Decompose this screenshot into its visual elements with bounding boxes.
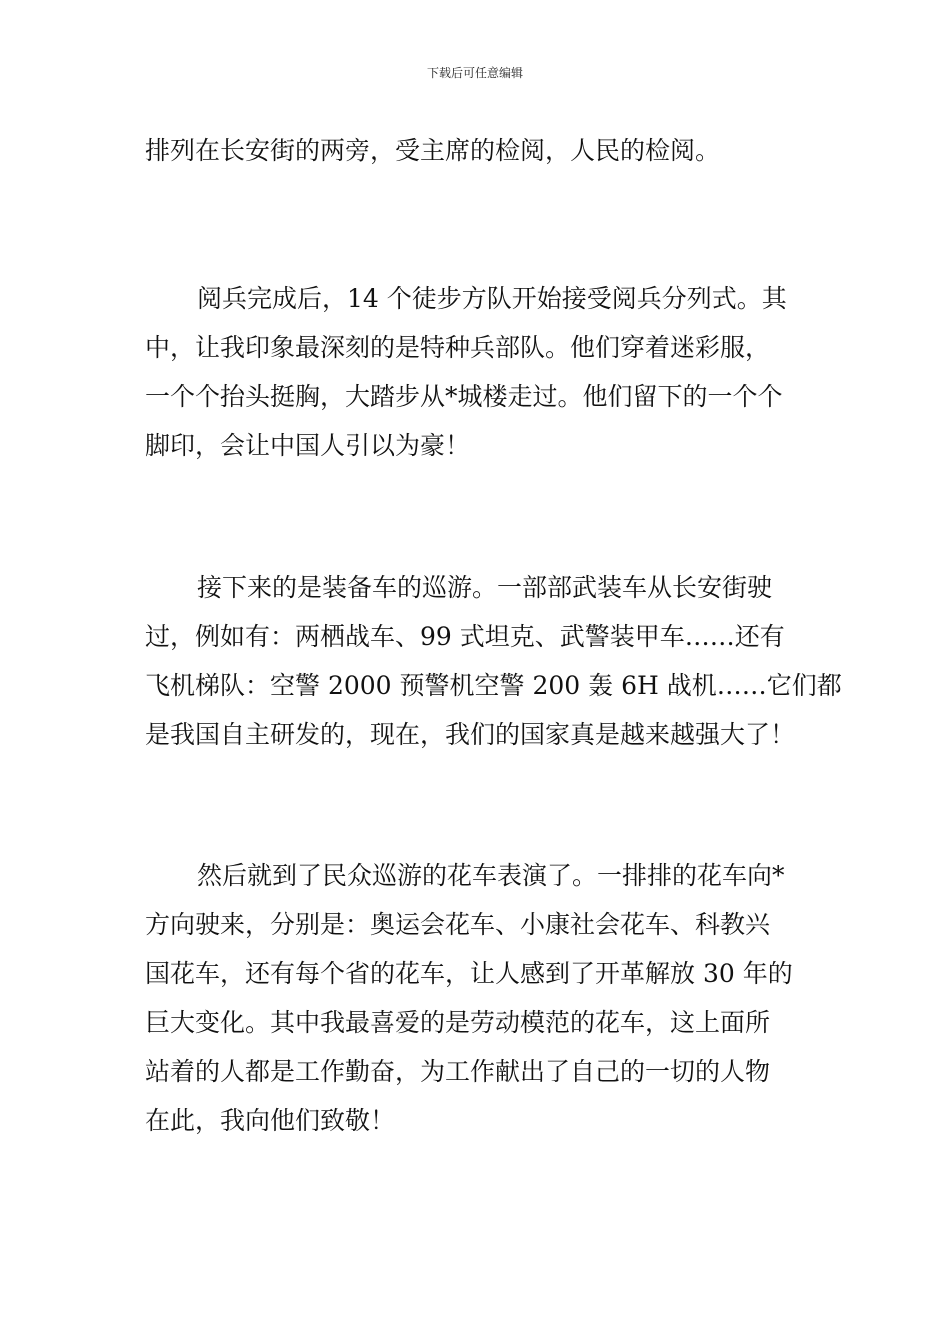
paragraph-line: 脚印，会让中国人引以为豪！ (145, 431, 471, 460)
paragraph-4 (145, 851, 805, 1145)
paragraph-1 (145, 126, 805, 175)
paragraph-line: 是我国自主研发的，现在，我们的国家真是越来越强大了！ (145, 720, 796, 749)
paragraph-line: 接下来的是装备车的巡游。一部部武装车从长安街驶 (197, 573, 773, 602)
paragraph-line: 排列在长安街的两旁，受主席的检阅，人民的检阅。 (145, 136, 721, 165)
paragraph-line: 过，例如有：两栖战车、99 式坦克、武警装甲车……还有 (145, 622, 785, 651)
paragraph-line: 巨大变化。其中我最喜爱的是劳动模范的花车，这上面所 (145, 1008, 771, 1037)
paragraph-2 (145, 274, 805, 470)
paragraph-line: 然后就到了民众巡游的花车表演了。一排排的花车向* (197, 861, 785, 890)
paragraph-line: 国花车，还有每个省的花车，让人感到了开革解放 30 年的 (145, 959, 793, 988)
paragraph-3 (145, 563, 842, 759)
header-text: 下载后可任意编辑 (426, 66, 523, 80)
paragraph-line: 在此，我向他们致敬！ (145, 1106, 396, 1135)
paragraph-line: 站着的人都是工作勤奋，为工作献出了自己的一切的人物 (145, 1057, 771, 1086)
document-body (145, 126, 842, 1145)
paragraph-line: 中，让我印象最深刻的是特种兵部队。他们穿着迷彩服， (145, 333, 771, 362)
paragraph-line: 飞机梯队：空警 2000 预警机空警 200 轰 6H 战机……它们都 (145, 671, 842, 700)
paragraph-line: 阅兵完成后，14 个徒步方队开始接受阅兵分列式。其 (197, 284, 787, 313)
paragraph-line: 方向驶来，分别是：奥运会花车、小康社会花车、科教兴 (145, 910, 771, 939)
page-header (0, 64, 950, 82)
paragraph-line: 一个个抬头挺胸，大踏步从*城楼走过。他们留下的一个个 (145, 382, 783, 411)
